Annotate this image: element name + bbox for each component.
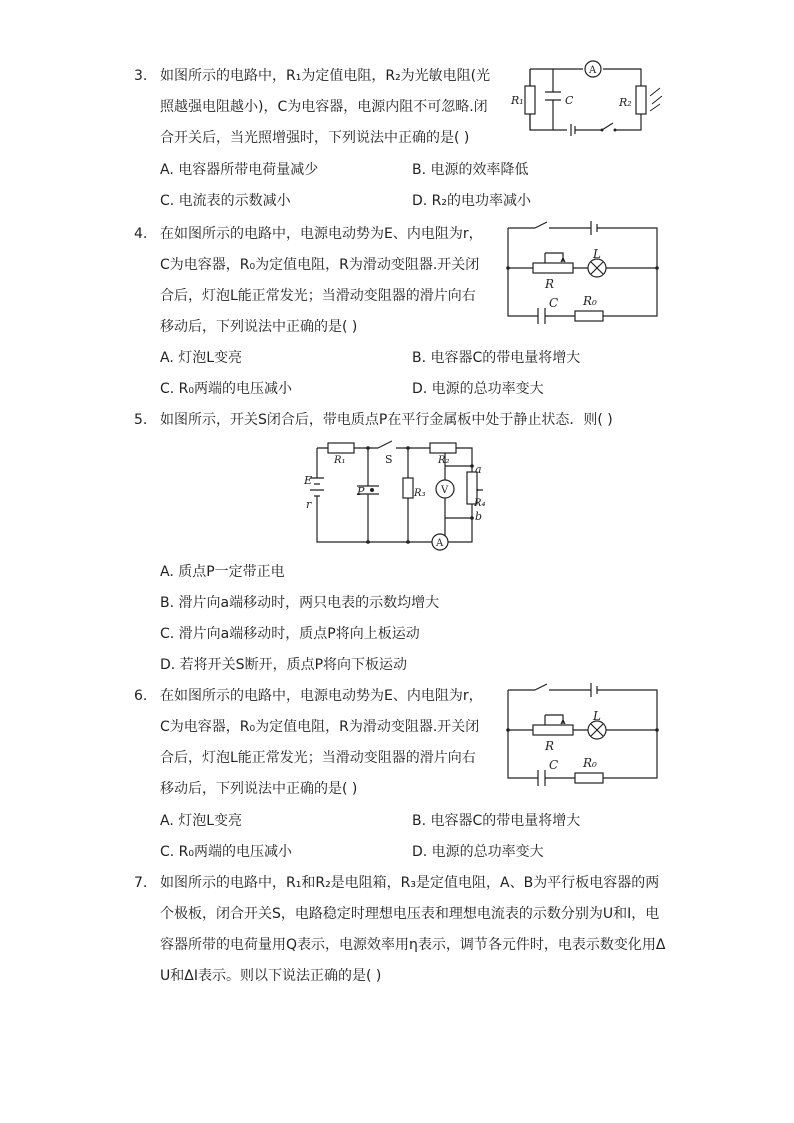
lamp-icon bbox=[588, 721, 606, 739]
option-a[interactable]: A. 电容器所带电荷量减少 bbox=[160, 162, 319, 178]
rheostat-r bbox=[533, 725, 573, 735]
p-label: P bbox=[357, 485, 365, 498]
question-text-line: 合开关后，当光照增强时，下列说法中正确的是( ) bbox=[160, 130, 470, 146]
ammeter-label: A bbox=[436, 538, 444, 549]
c-label: C bbox=[549, 758, 559, 772]
ammeter-label: A bbox=[589, 65, 597, 76]
resistor-r1 bbox=[328, 443, 354, 453]
r2-label: R₂ bbox=[619, 96, 632, 109]
question-number: 4. bbox=[134, 226, 148, 242]
lamp-icon bbox=[588, 259, 606, 277]
r1-label: R₁ bbox=[334, 455, 346, 466]
e-label: E bbox=[304, 474, 313, 487]
charged-particle-p bbox=[370, 488, 374, 492]
option-c[interactable]: C. R₀两端的电压减小 bbox=[160, 381, 293, 397]
r-label: r bbox=[306, 498, 312, 511]
r0-label: R₀ bbox=[583, 294, 597, 308]
circuit-diagram-q3 bbox=[505, 56, 670, 140]
option-a[interactable]: A. 灯泡L变亮 bbox=[160, 813, 243, 829]
light-arrows-icon bbox=[650, 88, 662, 111]
resistor-r1 bbox=[525, 86, 535, 114]
question-text-line: 移动后，下列说法中正确的是( ) bbox=[160, 319, 358, 335]
circuit-diagram-q5 bbox=[300, 438, 490, 550]
question-text-line: 如图所示，开关S闭合后，带电质点P在平行金属板中处于静止状态．则( ) bbox=[160, 412, 613, 428]
question-text-line: C为电容器，R₀为定值电阻，R为滑动变阻器.开关闭 bbox=[160, 257, 480, 273]
r3-label: R₃ bbox=[414, 488, 426, 499]
question-number: 3. bbox=[134, 68, 148, 84]
question-text-line: 容器所带的电荷量用Q表示，电源效率用η表示，调节各元件时，电表示数变化用Δ bbox=[160, 937, 666, 953]
circuit-diagram-q4 bbox=[505, 218, 660, 326]
question-number: 6. bbox=[134, 688, 148, 704]
option-d[interactable]: D. 若将开关S断开，质点P将向下板运动 bbox=[160, 657, 408, 673]
resistor-r3 bbox=[403, 478, 413, 498]
resistor-r2 bbox=[430, 443, 456, 453]
photoresistor-r2 bbox=[636, 86, 646, 114]
r4-label: R₄ bbox=[474, 498, 486, 509]
voltmeter-label: V bbox=[441, 485, 449, 496]
option-d[interactable]: D. 电源的总功率变大 bbox=[412, 381, 544, 397]
c-label: C bbox=[549, 296, 559, 310]
option-a[interactable]: A. 质点P一定带正电 bbox=[160, 564, 285, 580]
r0-label: R₀ bbox=[583, 756, 597, 770]
rheostat-r bbox=[533, 263, 573, 273]
option-b[interactable]: B. 电容器C的带电量将增大 bbox=[412, 813, 581, 829]
s-label: S bbox=[385, 453, 393, 466]
option-b[interactable]: B. 电容器C的带电量将增大 bbox=[412, 350, 581, 366]
question-text-line: C为电容器，R₀为定值电阻，R为滑动变阻器.开关闭 bbox=[160, 719, 480, 735]
resistor-r0 bbox=[575, 311, 603, 321]
question-number: 5. bbox=[134, 412, 148, 428]
question-text-line: 如图所示的电路中，R₁为定值电阻，R₂为光敏电阻(光 bbox=[160, 68, 491, 84]
question-text-line: 如图所示的电路中，R₁和R₂是电阻箱，R₃是定值电阻，A、B为平行板电容器的两 bbox=[160, 875, 660, 891]
a-label: a bbox=[475, 463, 482, 476]
r2-label: R₂ bbox=[438, 455, 450, 466]
c-label: C bbox=[565, 94, 574, 107]
r1-label: R₁ bbox=[511, 94, 524, 107]
rheostat-label: R bbox=[545, 739, 555, 753]
question-text-line: 合后，灯泡L能正常发光；当滑动变阻器的滑片向右 bbox=[160, 288, 476, 304]
lamp-label: L bbox=[593, 247, 601, 261]
lamp-label: L bbox=[593, 709, 601, 723]
question-text-line: 个极板，闭合开关S，电路稳定时理想电压表和理想电流表的示数分别为U和I，电 bbox=[160, 906, 660, 922]
question-text-line: 合后，灯泡L能正常发光；当滑动变阻器的滑片向右 bbox=[160, 750, 476, 766]
rheostat-label: R bbox=[545, 277, 555, 291]
option-c[interactable]: C. 电流表的示数减小 bbox=[160, 193, 291, 209]
circuit-diagram-q6 bbox=[505, 680, 660, 788]
resistor-r0 bbox=[575, 773, 603, 783]
question-text-line: U和ΔI表示。则以下说法正确的是( ) bbox=[160, 968, 382, 984]
option-b[interactable]: B. 电源的效率降低 bbox=[412, 162, 529, 178]
question-text-line: 在如图所示的电路中，电源电动势为E、内电阻为r， bbox=[160, 226, 483, 242]
question-text-line: 在如图所示的电路中，电源电动势为E、内电阻为r， bbox=[160, 688, 483, 704]
question-text-line: 照越强电阻越小)，C为电容器，电源内阻不可忽略.闭 bbox=[160, 99, 488, 115]
option-b[interactable]: B. 滑片向a端移动时，两只电表的示数均增大 bbox=[160, 595, 440, 611]
question-text-line: 移动后，下列说法中正确的是( ) bbox=[160, 781, 358, 797]
option-c[interactable]: C. 滑片向a端移动时，质点P将向上板运动 bbox=[160, 626, 420, 642]
option-c[interactable]: C. R₀两端的电压减小 bbox=[160, 844, 293, 860]
option-a[interactable]: A. 灯泡L变亮 bbox=[160, 350, 243, 366]
option-d[interactable]: D. 电源的总功率变大 bbox=[412, 844, 544, 860]
option-d[interactable]: D. R₂的电功率减小 bbox=[412, 193, 532, 209]
b-label: b bbox=[475, 510, 483, 523]
question-number: 7. bbox=[134, 875, 148, 891]
